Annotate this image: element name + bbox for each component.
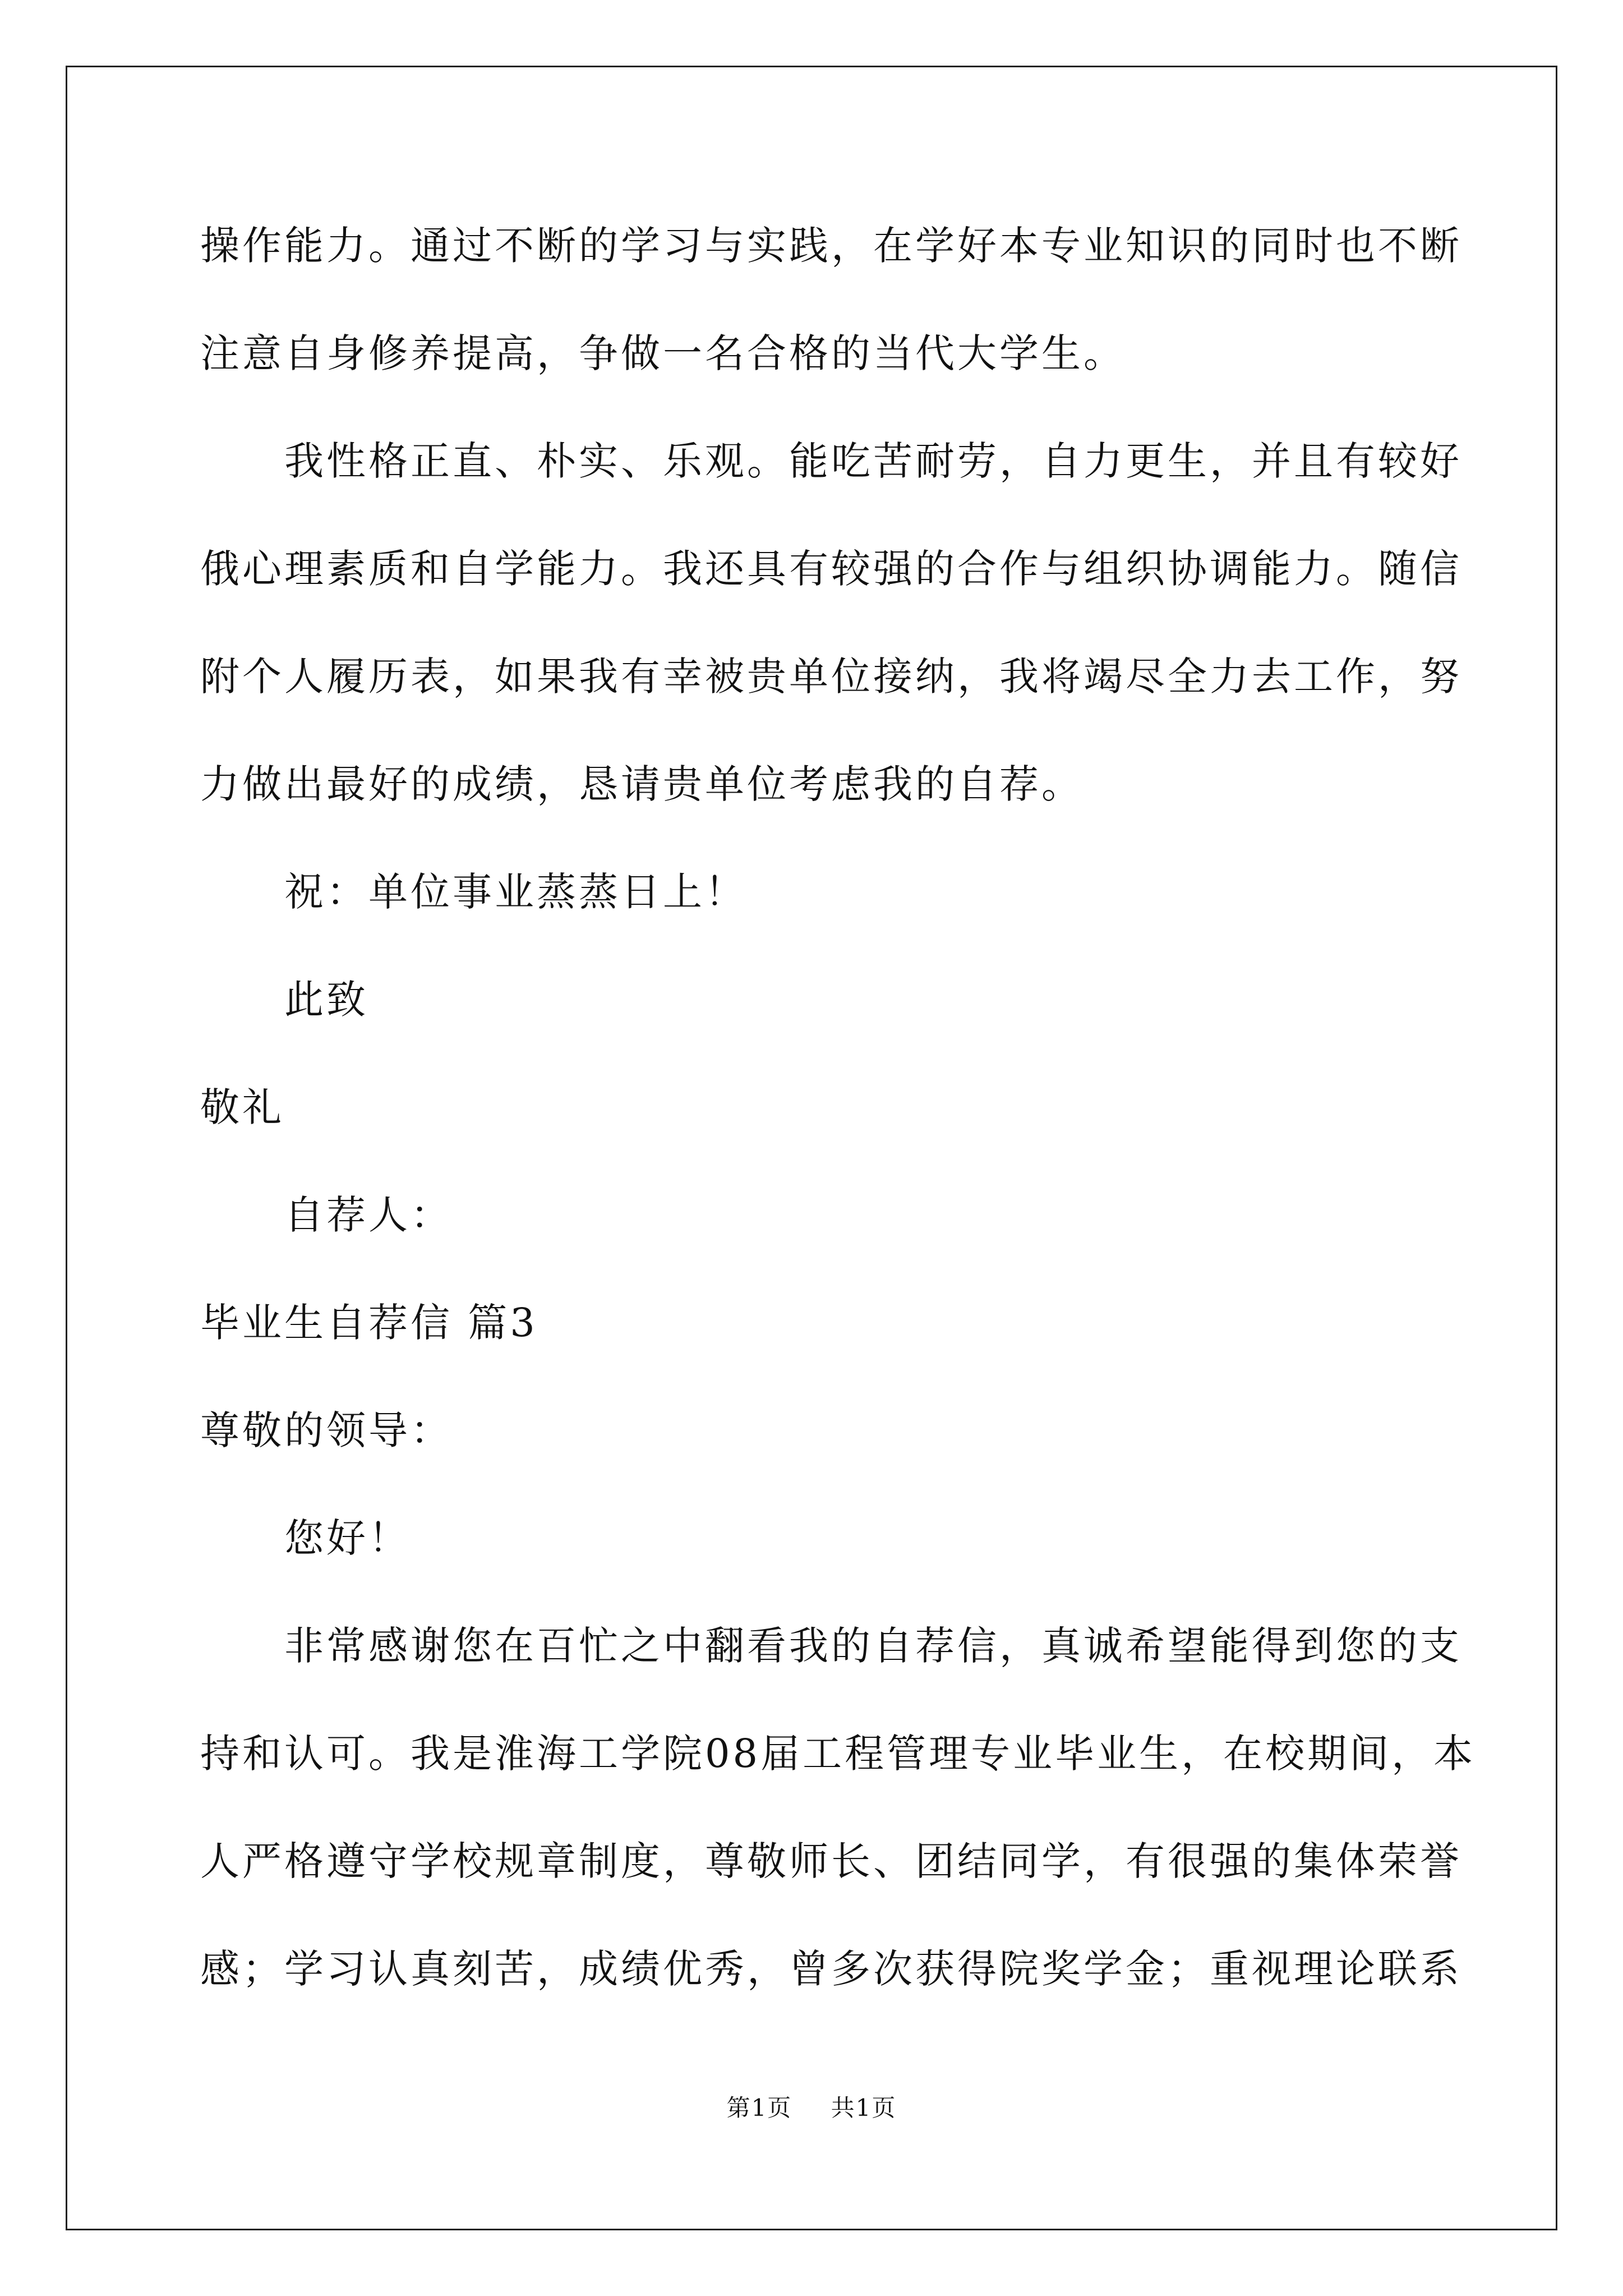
section-heading: 毕业生自荐信 篇3 — [200, 1300, 538, 1346]
closing-salutation: 此致 — [284, 977, 368, 1023]
signature-label: 自荐人： — [284, 1192, 453, 1238]
page-number: 第1页 — [726, 2094, 792, 2122]
closing-wish: 祝：单位事业蒸蒸日上！ — [284, 869, 747, 915]
body-line-3: 我性格正直、朴实、乐观。能吃苦耐劳，自力更生，并且有较好 — [284, 438, 1462, 484]
letter-hello: 您好！ — [284, 1515, 411, 1561]
body-line-5: 附个人履历表，如果我有幸被贵单位接纳，我将竭尽全力去工作，努 — [200, 654, 1462, 700]
body-line-4: 俄心理素质和自学能力。我还具有较强的合作与组织协调能力。随信 — [200, 546, 1462, 592]
body-line-14: 非常感谢您在百忙之中翻看我的自荐信，真诚希望能得到您的支 — [284, 1623, 1462, 1669]
body-line-17: 感；学习认真刻苦，成绩优秀，曾多次获得院奖学金；重视理论联系 — [200, 1946, 1462, 1992]
letter-greeting: 尊敬的领导： — [200, 1407, 453, 1453]
body-line-16: 人严格遵守学校规章制度，尊敬师长、团结同学，有很强的集体荣誉 — [200, 1838, 1462, 1884]
page-footer — [0, 2090, 1623, 2123]
body-line-6: 力做出最好的成绩，恳请贵单位考虑我的自荐。 — [200, 761, 1083, 807]
page-total: 共1页 — [831, 2094, 897, 2122]
closing-regards: 敬礼 — [200, 1084, 284, 1130]
body-line-15: 持和认可。我是淮海工学院08届工程管理专业毕业生，在校期间，本 — [200, 1731, 1476, 1777]
body-line-2: 注意自身修养提高，争做一名合格的当代大学生。 — [200, 330, 1126, 376]
body-line-1: 操作能力。通过不断的学习与实践，在学好本专业知识的同时也不断 — [200, 223, 1462, 269]
